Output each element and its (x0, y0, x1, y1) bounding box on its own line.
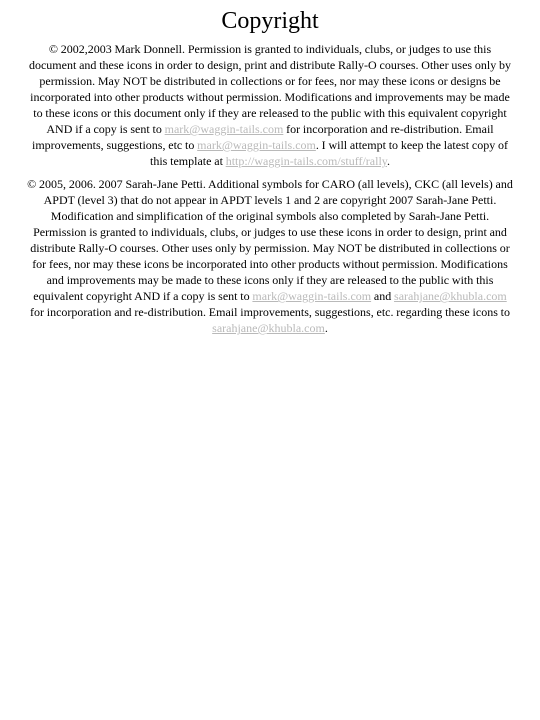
page-title: Copyright (221, 8, 319, 34)
email-link-sarahjane[interactable]: sarahjane@khubla.com (212, 321, 325, 335)
paragraph-text: © 2005, 2006. 2007 Sarah-Jane Petti. Additional symbols for CARO (all levels), CKC (all levels) and APDT (level 3) that do not appear in APDT levels 1 and 2 are copyright 2007 Sarah-Jane Petti. Modification and simplification of the original symbols also completed by Sarah-Jane Petti. Permission is granted to individuals, clubs, or judges to use these icons in order to design, print and distribute Rally-O courses. Other uses only by permission. May NOT be distributed in collections or for fees, nor may these icons be incorporated into other products without permission. Modifications and improvements may be made to these icons only if they are released to the public with this equivalent copyright AND if a copy is sent to (27, 177, 513, 303)
email-link-mark[interactable]: mark@waggin-tails.com (197, 138, 316, 152)
paragraph-text: . (387, 154, 391, 168)
paragraph-text: and (371, 289, 395, 303)
paragraph-text: for incorporation and re-distribution. Email improvements, suggestions, etc. regarding these icons to (29, 305, 511, 319)
paragraph-text: © 2002,2003 Mark Donnell. Permission is granted to individuals, clubs, or judges to use this document and these icons in order to design, print and distribute Rally-O courses. Other uses only by permission. May NOT be distributed in collections or for fees, nor may these icons or designs be incorporated into other products without permission. Modifications and improvements may be made to these icons or this document only if they are released to the public with this equivalent copyright AND if a copy is sent to (28, 42, 512, 136)
copyright-paragraph-sarah-jane-petti (26, 176, 514, 336)
paragraph-text: . (324, 321, 328, 335)
copyright-paragraph-mark-donnell (26, 41, 514, 169)
email-link-sarahjane[interactable]: sarahjane@khubla.com (394, 289, 507, 303)
template-url-link[interactable]: http://waggin-tails.com/stuff/rally (225, 154, 388, 168)
paragraph-text: . I will attempt to keep the latest copy of this template at (149, 138, 509, 168)
paragraph-text: for incorporation and re-distribution. Email improvements, suggestions, etc to (31, 122, 494, 152)
email-link-mark[interactable]: mark@waggin-tails.com (252, 289, 372, 303)
email-link-mark[interactable]: mark@waggin-tails.com (164, 122, 284, 136)
